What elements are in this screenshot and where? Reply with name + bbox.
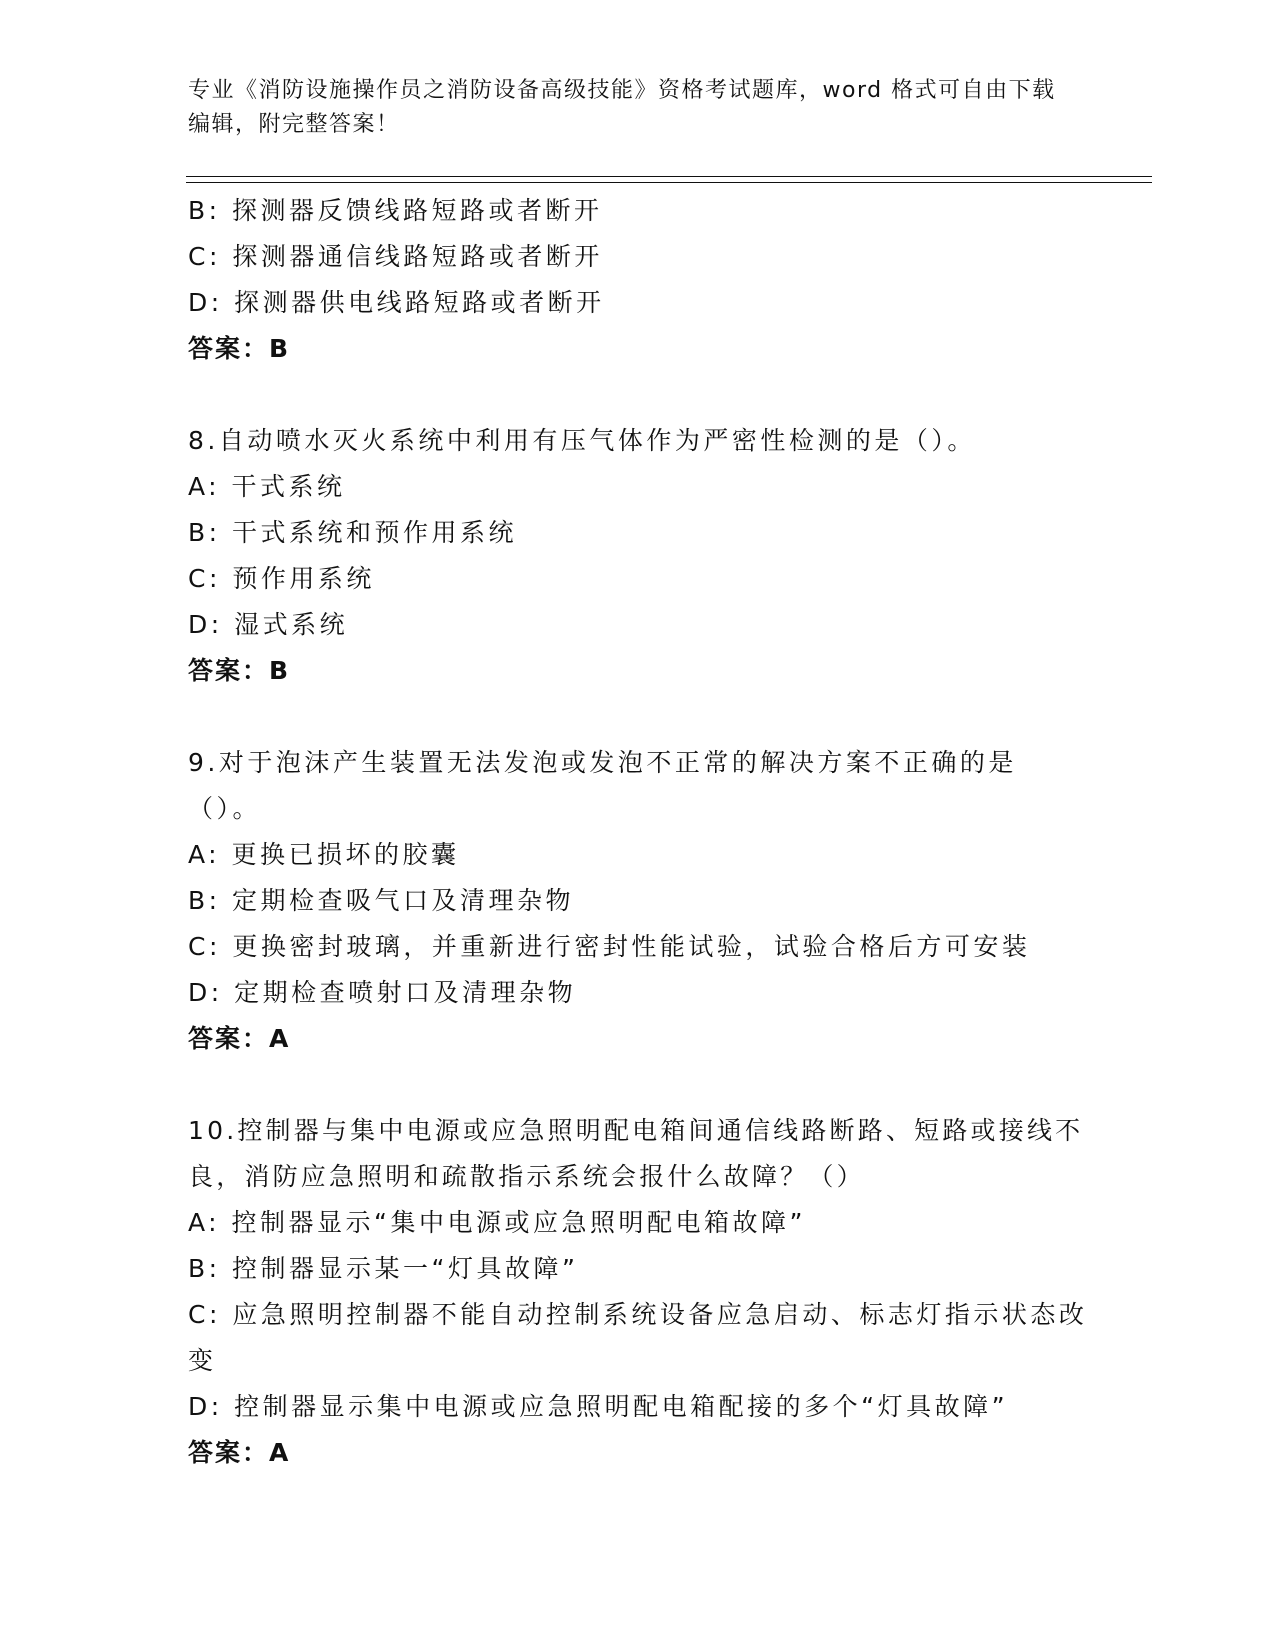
answer: 答案：B xyxy=(188,334,291,363)
option-b: B: 控制器显示某一“灯具故障” xyxy=(188,1254,579,1283)
option-a: A: 更换已损坏的胶囊 xyxy=(188,840,460,869)
option-c: C: 应急照明控制器不能自动控制系统设备应急启动、标志灯指示状态改变 xyxy=(188,1300,1088,1375)
question-stem: 10.控制器与集中电源或应急照明配电箱间通信线路断路、短路或接线不良，消防应急照明和疏散指示系统会报什么故障？（） xyxy=(188,1116,1084,1191)
question-10 xyxy=(188,1108,1088,1476)
option-b: B: 干式系统和预作用系统 xyxy=(188,518,518,547)
option-a: A: 干式系统 xyxy=(188,472,346,501)
answer: 答案：A xyxy=(188,1438,291,1467)
answer: 答案：B xyxy=(188,656,291,685)
option-c: C: 更换密封玻璃，并重新进行密封性能试验，试验合格后方可安装 xyxy=(188,932,1031,961)
option-a: A: 控制器显示“集中电源或应急照明配电箱故障” xyxy=(188,1208,806,1237)
option-c: C: 预作用系统 xyxy=(188,564,375,593)
option-d: D: 控制器显示集中电源或应急照明配电箱配接的多个“灯具故障” xyxy=(188,1392,1009,1421)
option-d: D: 定期检查喷射口及清理杂物 xyxy=(188,978,577,1007)
question-stem: 9.对于泡沫产生装置无法发泡或发泡不正常的解决方案不正确的是（）。 xyxy=(188,748,1017,823)
header-divider-top xyxy=(186,176,1152,177)
option-c: C: 探测器通信线路短路或者断开 xyxy=(188,242,603,271)
option-b: B: 定期检查吸气口及清理杂物 xyxy=(188,886,575,915)
option-b: B: 探测器反馈线路短路或者断开 xyxy=(188,196,603,225)
answer: 答案：A xyxy=(188,1024,291,1053)
header-divider-bottom xyxy=(186,182,1152,183)
question-7-continued xyxy=(188,188,1088,372)
question-8 xyxy=(188,418,1088,694)
question-9 xyxy=(188,740,1088,1062)
question-stem: 8.自动喷水灭火系统中利用有压气体作为严密性检测的是（）。 xyxy=(188,426,976,455)
question-list xyxy=(188,188,1088,1476)
option-d: D: 湿式系统 xyxy=(188,610,349,639)
option-d: D: 探测器供电线路短路或者断开 xyxy=(188,288,605,317)
document-header: 专业《消防设施操作员之消防设备高级技能》资格考试题库，word 格式可自由下载编辑，附完整答案！ xyxy=(188,78,1056,137)
